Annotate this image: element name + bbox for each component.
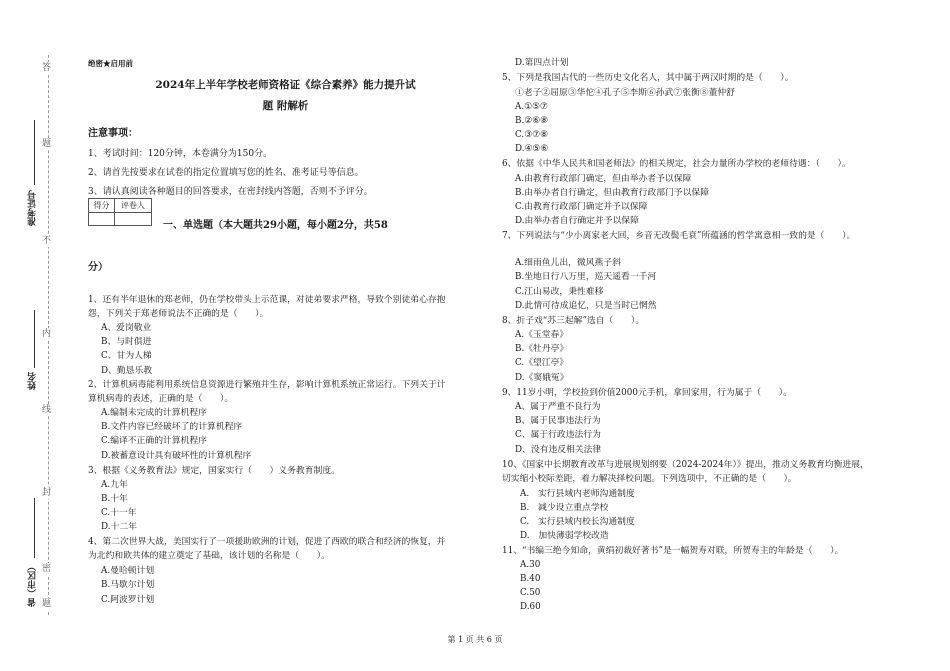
binding-char: 题 bbox=[42, 599, 52, 609]
question-text: 1、还有半年退休的郑老师，仍在学校带头上示范课，对徒弟要求严格，导致个别徒弟心存抱 bbox=[88, 295, 446, 305]
score-label: 得分 bbox=[89, 199, 115, 213]
binding-char: 内 bbox=[42, 329, 52, 339]
question-text: 5、下列是我国古代的一些历史文化名人，其中属于两汉时期的是（ ）。 bbox=[502, 73, 794, 83]
option: B.文件内容已经破坏了的计算机程序 bbox=[101, 422, 243, 432]
question-text: 2、计算机病毒能利用系统信息资源进行繁殖并生存，影响计算机系统正常运行。下列关于计 bbox=[88, 380, 446, 390]
option: D.《窦娥冤》 bbox=[515, 373, 569, 383]
province-line bbox=[34, 498, 35, 558]
question-text: 算机病毒的表述，正确的是（ ）。 bbox=[88, 394, 234, 404]
option: A.由教育行政部门确定，但由举办者予以保障 bbox=[515, 174, 692, 184]
option: C.编译不正确的计算机程序 bbox=[101, 436, 207, 446]
option: A.编制未完成的计算机程序 bbox=[101, 408, 207, 418]
question-text: 切实缩小校际差距，着力解决择校问题。下列选项中，不正确的是（ ）。 bbox=[502, 474, 797, 484]
option: D.④⑤⑥ bbox=[515, 144, 549, 154]
secret-mark: 绝密★启用前 bbox=[88, 59, 133, 68]
note-item: 3、请认真阅读各种题目的回答要求，在密封线内答题，否则不予评分。 bbox=[88, 187, 373, 197]
option: B.十年 bbox=[101, 494, 128, 504]
question-text: 7、下列说法与“少小离家老大回，乡音无改鬓毛衰”所蕴涵的哲学寓意相一致的是（ ）。 bbox=[502, 231, 856, 241]
option: C.由教育行政部门确定并予以保障 bbox=[515, 202, 648, 212]
option: C.50 bbox=[520, 588, 541, 598]
option: D.第四点计划 bbox=[515, 58, 569, 68]
option: B.由举办者自行确定，但由教育行政部门予以保障 bbox=[515, 188, 709, 198]
option: B.坐地日行八万里，巡天遥看一千河 bbox=[515, 272, 657, 282]
option: B、与时俱进 bbox=[101, 337, 152, 347]
candidate-number-label: 准考证号 bbox=[28, 190, 38, 226]
option: A.九年 bbox=[101, 480, 128, 490]
option: D. 加快薄弱学校改造 bbox=[520, 531, 609, 541]
binding-char: 密 bbox=[42, 564, 52, 574]
binding-char: 题 bbox=[42, 139, 52, 149]
binding-char: 不 bbox=[42, 236, 52, 246]
option: D.十二年 bbox=[101, 522, 137, 532]
option: D、勤恳乐教 bbox=[101, 366, 153, 376]
page-title: 2024年上半年学校老师资格证《综合素养》能力提升试 bbox=[155, 79, 416, 91]
binding-margin bbox=[0, 0, 70, 671]
question-text: 3、根据《义务教育法》规定，国家实行（ ）义务教育制度。 bbox=[88, 466, 340, 476]
option: A.①⑤⑦ bbox=[515, 102, 548, 112]
note-item: 2、请首先按要求在试卷的指定位置填写您的姓名、准考证号等信息。 bbox=[88, 168, 364, 178]
option: C.十一年 bbox=[101, 508, 137, 518]
option: B. 减少设立重点学校 bbox=[520, 503, 609, 513]
page-title-continued: 题 附解析 bbox=[262, 100, 309, 112]
option: C. 实行县域内校长沟通制度 bbox=[520, 517, 635, 527]
binding-char: 答 bbox=[42, 63, 52, 73]
option: B.《牡丹亭》 bbox=[515, 344, 569, 354]
option: A、属于严重不良行为 bbox=[515, 402, 601, 412]
option: D.此情可待成追忆，只是当时已惘然 bbox=[515, 301, 657, 311]
question-text: 怨，下列关于郑老师说法不正确的是（ ）。 bbox=[88, 309, 269, 319]
candidate-number-line bbox=[34, 120, 35, 185]
section-title-continued: 分） bbox=[88, 262, 108, 273]
province-label: 省（市区） bbox=[28, 562, 38, 607]
option: D.由举办者自行确定并予以保障 bbox=[515, 216, 639, 226]
option: D.被蓄意设计具有破坏性的计算机程序 bbox=[101, 451, 252, 461]
option: D.60 bbox=[520, 602, 541, 612]
binding-char: 线 bbox=[42, 405, 52, 415]
option: A.30 bbox=[520, 560, 541, 570]
question-text: 为北约和欧共体的建立奠定了基础，该计划的名称是（ ）。 bbox=[88, 551, 330, 561]
question-text: 8、折子戏“苏三起解”选自（ ）。 bbox=[502, 316, 645, 326]
option: C.江山易改，秉性难移 bbox=[515, 287, 604, 297]
question-text: 6、依据《中华人民共和国老师法》的相关规定，社会力量所办学校的老师待遇：（ ）。 bbox=[502, 159, 851, 169]
score-cell bbox=[89, 213, 115, 225]
note-item: 1、考试时间：120分钟，本卷满分为150分。 bbox=[88, 149, 273, 159]
option: C.③⑦⑧ bbox=[515, 130, 548, 140]
question-text: 9、11岁小明，学校捡到价值2000元手机，拿回家用，行为属于（ ）。 bbox=[502, 388, 792, 398]
section-title: 一、单选题（本大题共29小题，每小题2分，共58 bbox=[163, 220, 388, 231]
option: B、属于民事违法行为 bbox=[515, 416, 601, 426]
option: A.《玉堂春》 bbox=[515, 330, 569, 340]
option: A. 实行县域内老师沟通制度 bbox=[520, 489, 635, 499]
option: B.40 bbox=[520, 574, 541, 584]
reviewer-label: 评卷人 bbox=[115, 199, 151, 213]
option: C、甘为人梯 bbox=[101, 351, 152, 361]
option: A、爱岗敬业 bbox=[101, 323, 152, 333]
option: A.曼哈顿计划 bbox=[101, 566, 155, 576]
option: ①老子②屈原③华佗④孔子⑤李斯⑥孙武⑦张衡⑧董仲舒 bbox=[515, 88, 735, 98]
option: A.细雨鱼儿出，微风燕子斜 bbox=[515, 258, 621, 268]
option: C.《望江亭》 bbox=[515, 358, 569, 368]
option: C、属于行政违法行为 bbox=[515, 430, 601, 440]
name-label: 姓名 bbox=[28, 372, 38, 390]
question-text: 4、第二次世界大战，美国实行了一项援助欧洲的计划，促进了西欧的联合和经济的恢复，并 bbox=[88, 537, 446, 547]
score-box bbox=[88, 198, 152, 226]
question-text: 11、“书编三绝今知命，黄绢初裁好著书”是一幅贺寿对联，所贺寿主的年龄是（ ）。 bbox=[502, 546, 844, 556]
option: C.阿波罗计划 bbox=[101, 595, 155, 605]
question-text: 10、《国家中长期教育改革与进展规划纲要（2024-2024年）》提出，推动义务教育均衡进展， bbox=[502, 460, 869, 470]
notes-heading: 注意事项： bbox=[88, 128, 138, 139]
page-number: 第 1 页 共 6 页 bbox=[447, 635, 503, 644]
option: D、没有违反相关法律 bbox=[515, 445, 602, 455]
option: B.②⑥⑧ bbox=[515, 116, 548, 126]
binding-char: 封 bbox=[42, 488, 52, 498]
option: B.马歇尔计划 bbox=[101, 580, 155, 590]
name-line bbox=[34, 310, 35, 368]
